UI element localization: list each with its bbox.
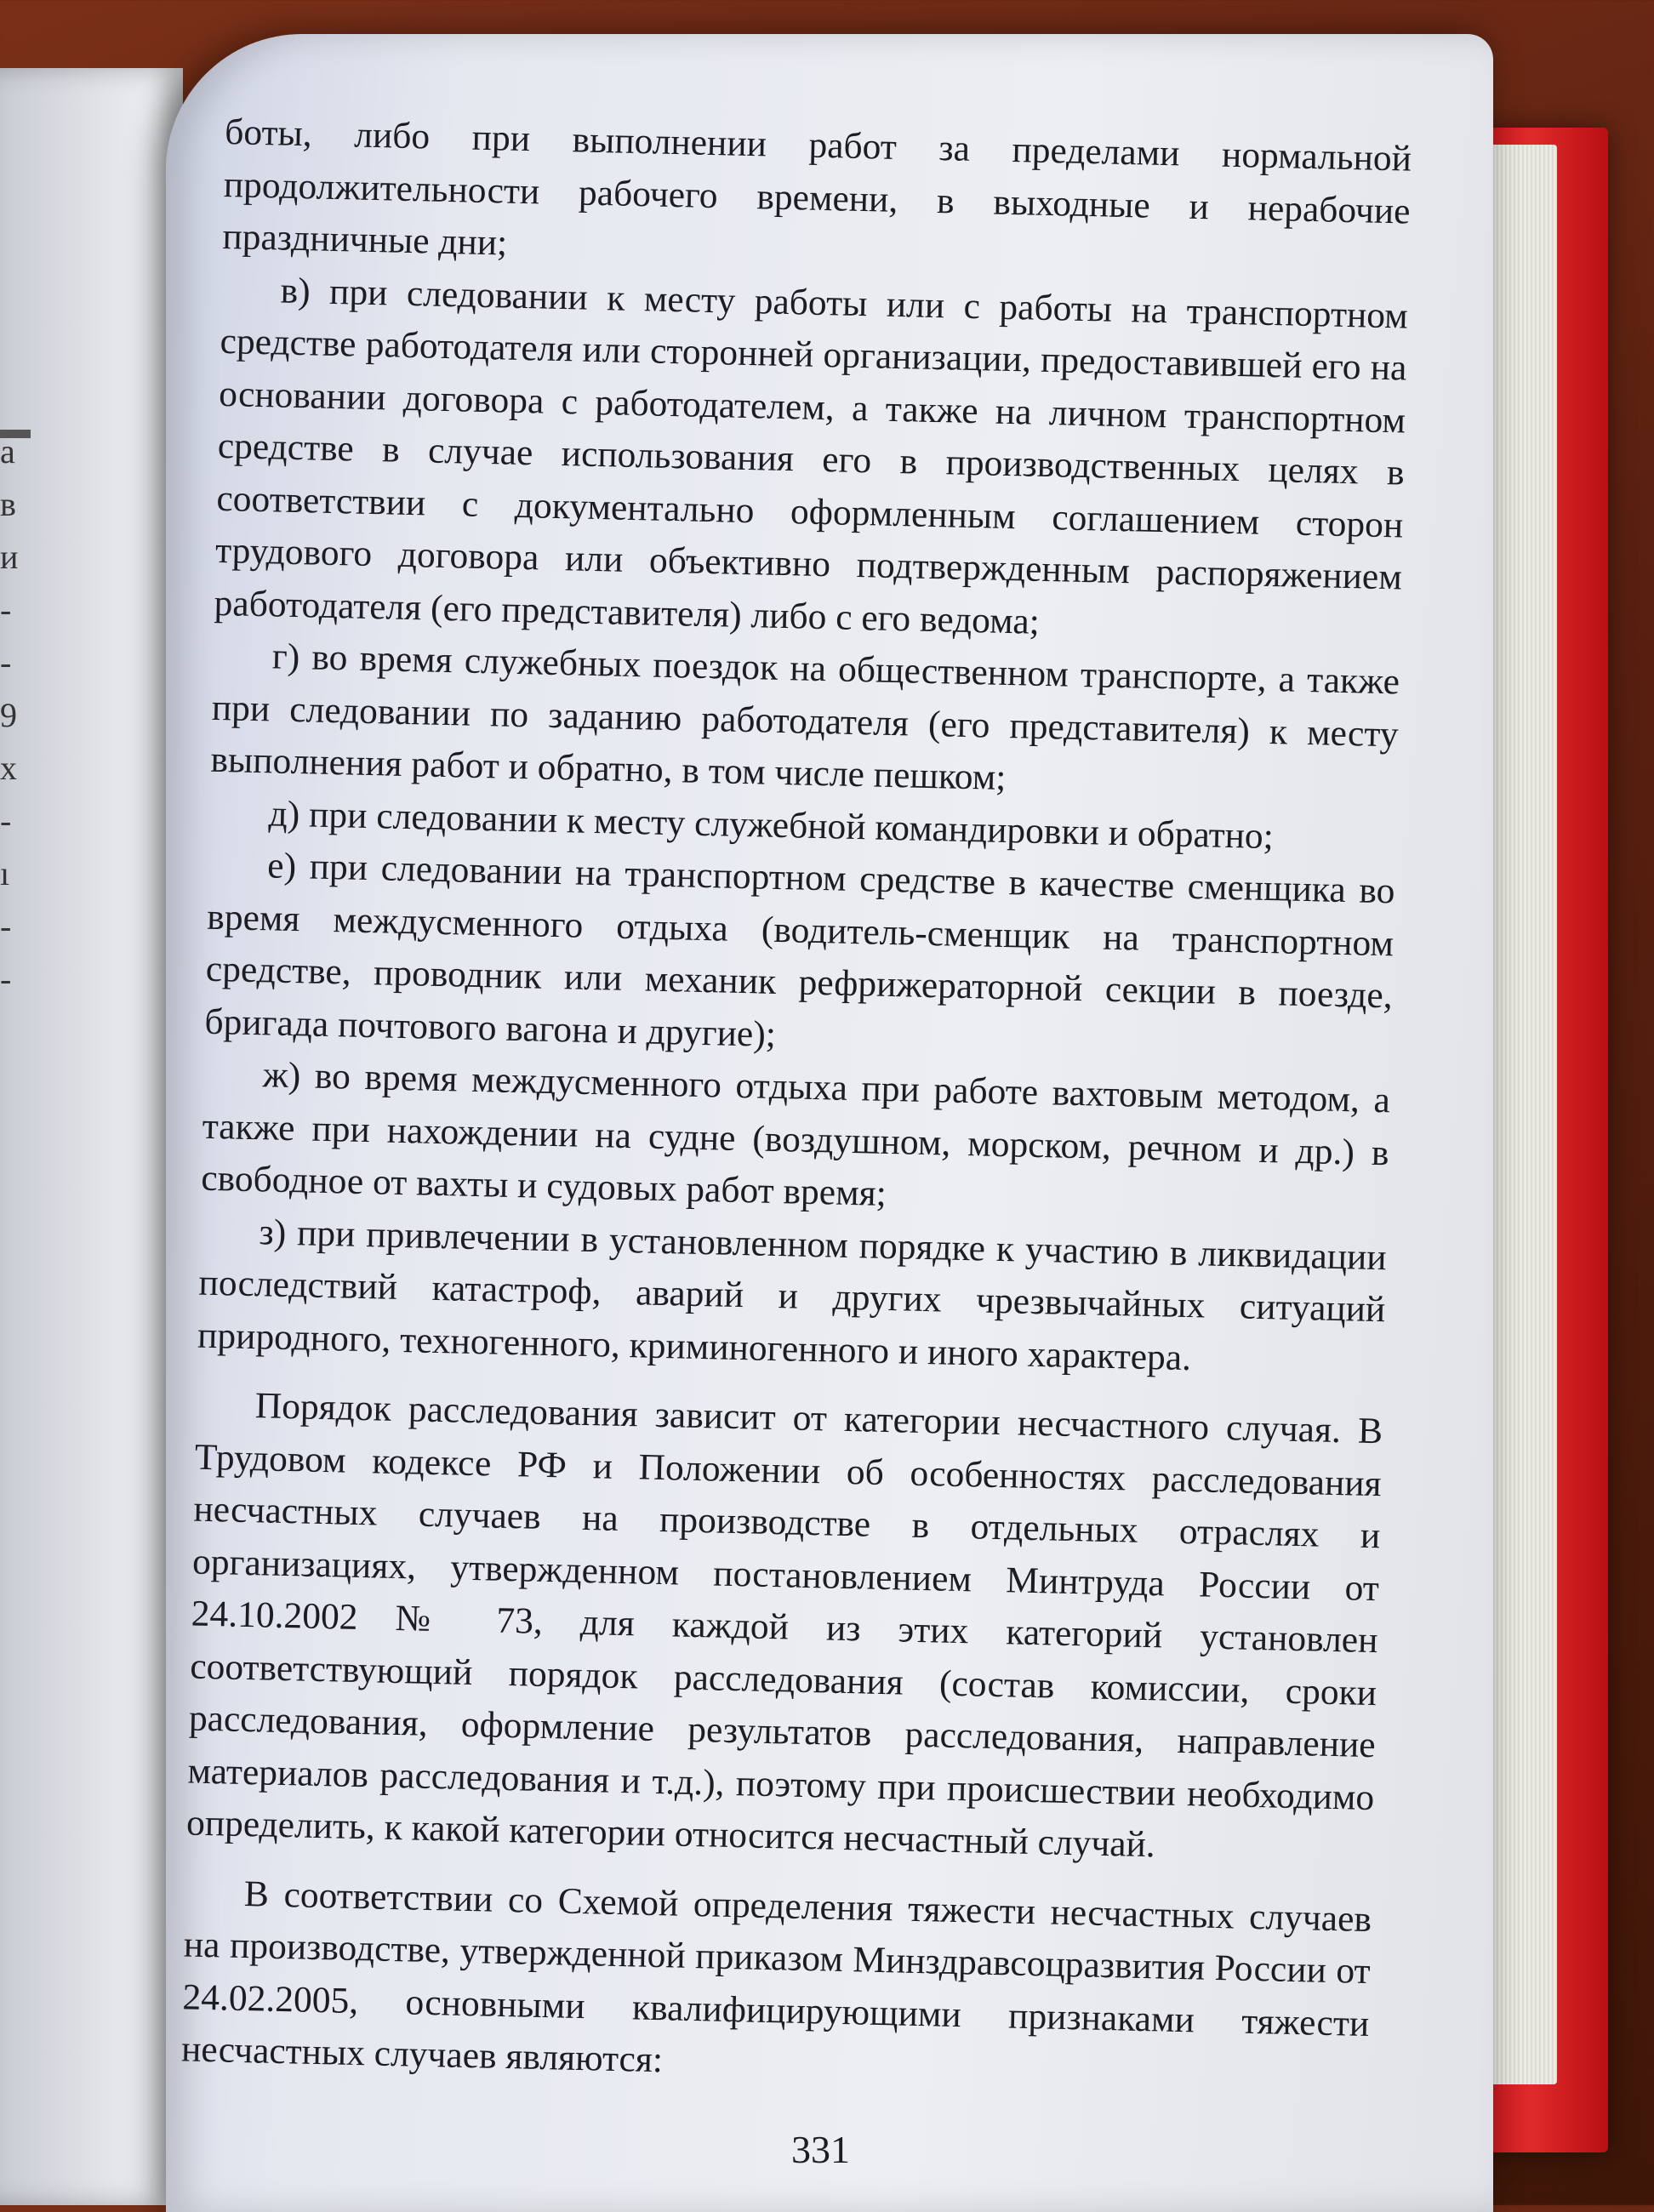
list-item-e: е) при следовании на транспортном средстве в качестве сменщика во время междусменного отдыха (водитель-сменщик на транспортном средстве, проводник или механик рефрижераторной секции в поезде, бригада почтового вагона и другие); <box>204 845 1395 1055</box>
paragraph-severity-scheme: В соответствии со Схемой определения тяжести несчастных случаев на производстве, утвержденной приказом Минздравсоцразвития России от 24.02.2005, основными квалифицирующими признаками тяжести несчастных случаев являются: <box>180 1873 1372 2081</box>
list-item-d: д) при следовании к месту служебной командировки и обратно; <box>268 792 1275 857</box>
list-item-v: в) при следовании к месту работы или с работы на транспортном средстве работодателя или сторонней организации, предоставившей его на основании договора с работодателем, а также на личном транспортном средстве в случае использования его в производственных целях в соответствии с документально оформленным соглашением сторон трудового договора или объективно подтвержденным распоряжением работодателя (его представителя) либо с его ведома; <box>214 270 1409 642</box>
list-item-z: з) при привлечении в установленном порядке к участию в ликвидации последствий катастроф, аварий и других чрезвычайных ситуаций природного, техногенного, криминогенного и иного характера. <box>197 1211 1388 1378</box>
left-page <box>0 68 183 2205</box>
page-text <box>180 106 1412 2103</box>
left-page-edge-text: а в и - - 9 х - ı - - <box>0 432 19 998</box>
list-item-zh: ж) во время междусменного отдыха при работе вахтовым методом, а также при нахождении на судне (воздушном, морском, речном и др.) в свободное от вахты и судовых работ время; <box>200 1054 1391 1214</box>
page-number: 331 <box>791 2128 850 2171</box>
paragraph-investigation-order: Порядок расследования зависит от категории несчастного случая. В Трудовом кодексе РФ и Положении об особенностях расследования несчастных случаев на производстве в отдельных отраслях и организациях, утвержденном постановлением Минтруда России от 24.10.2002 № 73, для каждой из этих категорий установлен соответствующий порядок расследования (состав комиссии, сроки расследования, оформление результатов расследования, направление материалов расследования и т.д.), поэтому при происшествии необходимо определить, к какой категории относится несчастный случай. <box>185 1385 1383 1866</box>
list-item-g: г) во время служебных поездок на общественном транспорте, а также при следовании по заданию работодателя (его представителя) к месту выполнения работ и обратно, в том числе пешком; <box>210 636 1400 799</box>
book-page <box>166 34 1493 2212</box>
paragraph-continuation: боты, либо при выполнении работ за пределами нормальной продолжительности рабочего времени, в выходные и нерабочие праздничные дни; <box>221 111 1412 264</box>
